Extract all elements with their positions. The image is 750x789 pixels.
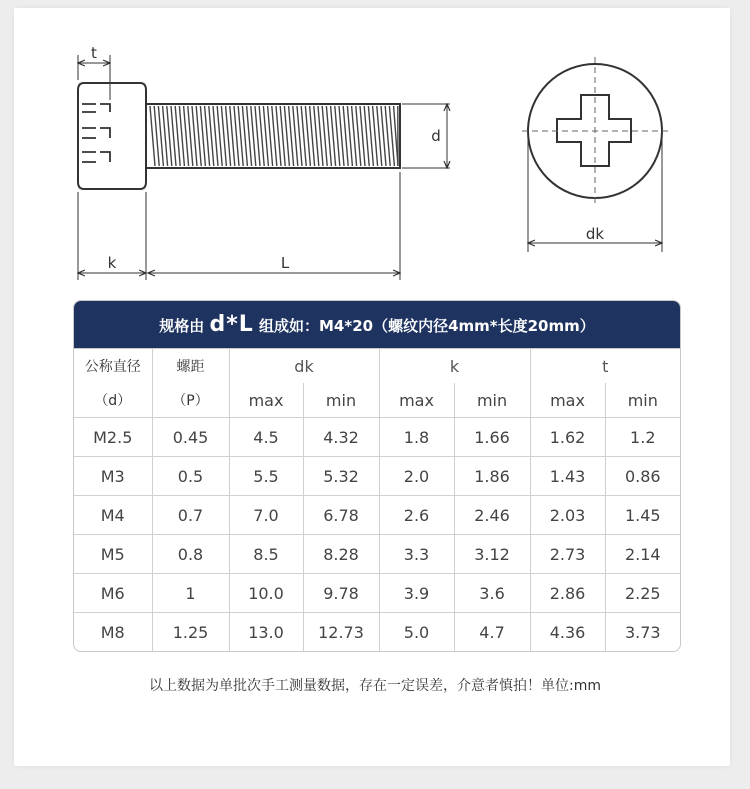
cell-k-min: 4.7 <box>454 613 530 652</box>
cell-pitch: 1.25 <box>152 613 229 652</box>
cell-dk-max: 4.5 <box>229 418 303 457</box>
cell-t-max: 2.03 <box>530 496 605 535</box>
cell-dk-min: 6.78 <box>303 496 379 535</box>
footnote: 以上数据为单批次手工测量数据，存在一定误差，介意者慎拍！单位:mm <box>149 678 601 694</box>
cell-size: M4 <box>74 496 152 535</box>
cell-size: M3 <box>74 457 152 496</box>
cell-t-min: 1.45 <box>605 496 680 535</box>
cell-pitch: 0.7 <box>152 496 229 535</box>
cell-k-min: 1.86 <box>454 457 530 496</box>
cell-dk-max: 10.0 <box>229 574 303 613</box>
cell-t-min: 3.73 <box>624 622 661 642</box>
table-row <box>74 613 680 652</box>
header-pitch: 螺距 <box>152 349 229 383</box>
cell-dk-max: 13.0 <box>229 613 303 652</box>
cell-t-max: 1.43 <box>530 457 605 496</box>
cell-dk-min: 12.73 <box>303 613 379 652</box>
header-t: t <box>602 356 609 376</box>
cell-k-max: 3.9 <box>379 574 454 613</box>
cell-size: M5 <box>74 535 152 574</box>
screw-head-top-view <box>522 57 668 205</box>
cell-dk-min: 8.28 <box>303 535 379 574</box>
table-row <box>74 574 680 613</box>
cell-size: M8 <box>74 613 152 652</box>
cell-pitch: 0.8 <box>152 535 229 574</box>
dimension-d-label: d <box>431 127 441 145</box>
screw-shank <box>146 104 400 168</box>
cell-k-min: 3.6 <box>454 574 530 613</box>
title-formula: d*L <box>209 312 254 337</box>
cell-pitch: 0.45 <box>152 418 229 457</box>
header-k: k <box>379 349 530 383</box>
cell-t-max: 1.62 <box>530 418 605 457</box>
cell-dk-max: 5.5 <box>229 457 303 496</box>
cell-size: M2.5 <box>74 418 152 457</box>
cell-dk-max: 8.5 <box>229 535 303 574</box>
dimension-k-label: k <box>107 254 117 272</box>
title-suffix: 组成如：M4*20（螺纹内径4mm*长度20mm） <box>259 317 595 335</box>
cell-k-min: 1.66 <box>454 418 530 457</box>
dimension-l-label: L <box>280 254 290 272</box>
screw-head <box>78 83 146 189</box>
cell-pitch: 0.5 <box>152 457 229 496</box>
dimension-dk-label: dk <box>585 225 605 243</box>
cell-k-min: 2.46 <box>454 496 530 535</box>
header-k-max: max <box>379 383 454 418</box>
cell-k-max: 2.0 <box>379 457 454 496</box>
header-t-max: max <box>530 383 605 418</box>
cell-t-min: 0.86 <box>605 457 680 496</box>
table-row <box>74 457 680 496</box>
cell-t-max: 2.73 <box>530 535 605 574</box>
header-dk: dk <box>229 349 379 383</box>
cell-k-max: 1.8 <box>379 418 454 457</box>
cell-size: M6 <box>74 574 152 613</box>
cell-t-max: 2.86 <box>530 574 605 613</box>
header-dk-min: min <box>303 383 379 418</box>
cell-dk-min: 4.32 <box>303 418 379 457</box>
spec-grid <box>74 349 680 651</box>
header-diameter-symbol: （d） <box>74 383 152 418</box>
dimension-d <box>402 104 450 168</box>
header-k-min: min <box>454 383 530 418</box>
header-t-min: min <box>605 383 680 418</box>
cell-dk-min: 5.32 <box>303 457 379 496</box>
spec-table <box>73 300 681 652</box>
title-prefix: 规格由 <box>159 317 205 335</box>
table-row <box>74 418 680 457</box>
cell-dk-max: 7.0 <box>229 496 303 535</box>
cell-k-min: 3.12 <box>454 535 530 574</box>
table-row <box>74 535 680 574</box>
table-title <box>74 301 680 349</box>
header-diameter: 公称直径 <box>74 349 152 383</box>
cell-t-min: 1.2 <box>605 418 680 457</box>
cell-dk-min: 9.78 <box>303 574 379 613</box>
cell-t-max: 4.36 <box>530 613 605 652</box>
header-pitch-symbol: （P） <box>152 383 229 418</box>
table-row <box>74 496 680 535</box>
header-dk-max: max <box>229 383 303 418</box>
cell-k-max: 5.0 <box>379 613 454 652</box>
cell-k-max: 2.6 <box>379 496 454 535</box>
cell-k-max: 3.3 <box>379 535 454 574</box>
cell-pitch: 1 <box>152 574 229 613</box>
dimension-t-label: t <box>91 44 97 62</box>
cell-t-min: 2.14 <box>605 535 680 574</box>
cell-t-min: 2.25 <box>605 574 680 613</box>
screw-dimension-drawing <box>0 0 750 300</box>
